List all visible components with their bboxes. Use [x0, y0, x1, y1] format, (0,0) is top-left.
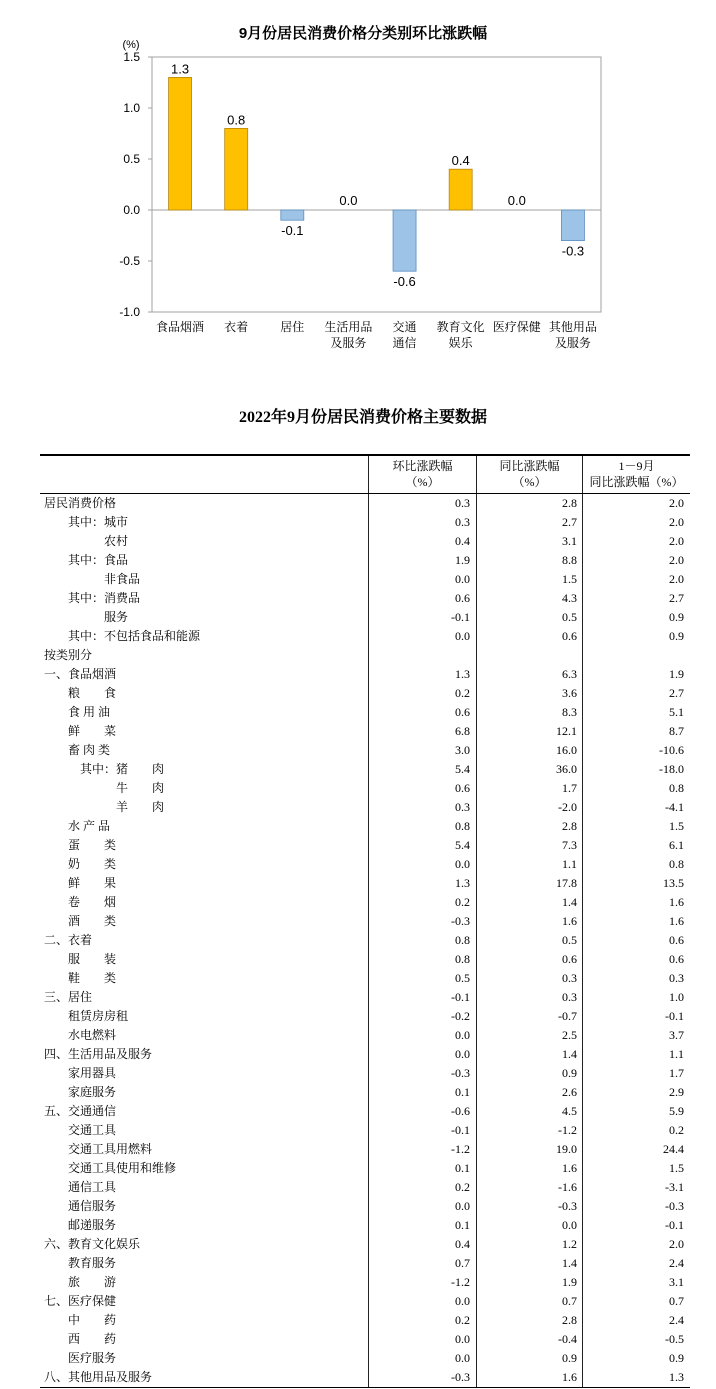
chart-bar-1	[225, 128, 248, 210]
table-row	[40, 741, 690, 760]
yoy-value: 1.6	[476, 1368, 582, 1387]
mom-value: 0.3	[368, 798, 476, 817]
mom-value: 0.5	[368, 969, 476, 988]
mom-value: -0.3	[368, 1064, 476, 1083]
mom-value: 0.4	[368, 1235, 476, 1254]
ytd-value: 2.7	[582, 589, 690, 608]
yoy-value: -1.2	[476, 1121, 582, 1140]
ytd-value: 1.5	[582, 817, 690, 836]
y-tick-label: 1.0	[123, 101, 140, 115]
mom-value: 0.1	[368, 1083, 476, 1102]
yoy-value: 0.9	[476, 1064, 582, 1083]
table-row	[40, 646, 690, 665]
header-mom-line2: （%）	[405, 475, 440, 489]
ytd-value: 0.2	[582, 1121, 690, 1140]
ytd-value: 1.5	[582, 1159, 690, 1178]
mom-value: 0.0	[368, 1045, 476, 1064]
mom-value: 1.3	[368, 874, 476, 893]
table-row	[40, 1083, 690, 1102]
mom-value: 6.8	[368, 722, 476, 741]
table-row	[40, 836, 690, 855]
yoy-value: 2.5	[476, 1026, 582, 1045]
y-tick-label: 0.0	[123, 203, 140, 217]
category-label-2: 居住	[280, 320, 305, 334]
mom-value: 0.0	[368, 855, 476, 874]
row-label: 五、交通通信	[44, 1104, 117, 1118]
ytd-value: 24.4	[582, 1140, 690, 1159]
row-label: 鲜 菜	[68, 724, 117, 738]
table-row	[40, 1159, 690, 1178]
header-yoy-column	[476, 456, 582, 493]
row-label: 水 产 品	[68, 819, 111, 833]
ytd-value: 6.1	[582, 836, 690, 855]
table-row	[40, 1064, 690, 1083]
mom-value: -0.3	[368, 1368, 476, 1387]
ytd-value: 1.6	[582, 893, 690, 912]
yoy-value: 2.8	[476, 494, 582, 513]
mom-value: 0.8	[368, 817, 476, 836]
table-row	[40, 817, 690, 836]
chart-bar-5	[449, 169, 472, 210]
mom-value: -0.6	[368, 1102, 476, 1121]
ytd-value: -0.3	[582, 1197, 690, 1216]
header-mom-column	[368, 456, 476, 493]
ytd-value: 0.7	[582, 1292, 690, 1311]
header-mom-line1: 环比涨跌幅	[392, 459, 453, 473]
data-label-7: -0.3	[561, 243, 585, 259]
ytd-value: 1.6	[582, 912, 690, 931]
yoy-value: -0.4	[476, 1330, 582, 1349]
ytd-value: 0.8	[582, 779, 690, 798]
ytd-value: -3.1	[582, 1178, 690, 1197]
mom-value	[368, 646, 476, 665]
yoy-value: 17.8	[476, 874, 582, 893]
row-label: 羊 肉	[116, 800, 165, 814]
mom-value: 0.8	[368, 950, 476, 969]
yoy-value: 1.2	[476, 1235, 582, 1254]
data-label-1: 0.8	[227, 112, 246, 128]
category-label-1: 衣着	[224, 320, 249, 334]
ytd-value: 1.3	[582, 1368, 690, 1387]
ytd-value: 1.0	[582, 988, 690, 1007]
yoy-value: 1.1	[476, 855, 582, 874]
header-yoy-line2: （%）	[512, 475, 547, 489]
ytd-value: 2.4	[582, 1254, 690, 1273]
row-label: 医疗服务	[68, 1351, 117, 1365]
ytd-value: 5.9	[582, 1102, 690, 1121]
x-axis-labels	[156, 319, 597, 350]
mom-value: 0.0	[368, 1292, 476, 1311]
yoy-value: 36.0	[476, 760, 582, 779]
header-ytd-column	[582, 456, 690, 493]
row-label: 三、居住	[44, 990, 93, 1004]
ytd-value: 0.3	[582, 969, 690, 988]
row-label: 通信服务	[68, 1199, 117, 1213]
category-label-5: 教育文化娱乐	[436, 320, 485, 350]
yoy-value	[476, 646, 582, 665]
mom-value: 0.4	[368, 532, 476, 551]
table-row	[40, 760, 690, 779]
ytd-value: 2.0	[582, 532, 690, 551]
mom-value: -0.1	[368, 1121, 476, 1140]
category-label-4: 交通通信	[392, 320, 417, 350]
table-row	[40, 684, 690, 703]
ytd-value: -4.1	[582, 798, 690, 817]
row-label: 蛋 类	[68, 838, 117, 852]
row-label: 其中：猪 肉	[80, 762, 165, 776]
table-row	[40, 950, 690, 969]
y-tick-label: -0.5	[119, 254, 140, 268]
row-label: 家用器具	[68, 1066, 117, 1080]
table-row	[40, 893, 690, 912]
mom-value: 0.0	[368, 570, 476, 589]
yoy-value: 0.6	[476, 950, 582, 969]
row-label: 服务	[104, 610, 129, 624]
table-row	[40, 1121, 690, 1140]
category-label-6: 医疗保健	[492, 320, 541, 334]
table-row	[40, 1102, 690, 1121]
row-label: 非食品	[104, 572, 141, 586]
mom-value: -0.1	[368, 608, 476, 627]
ytd-value: 0.9	[582, 1349, 690, 1368]
table-row	[40, 665, 690, 684]
yoy-value: 1.4	[476, 893, 582, 912]
ytd-value: -10.6	[582, 741, 690, 760]
row-label: 其中：食品	[68, 553, 129, 567]
yoy-value: -0.3	[476, 1197, 582, 1216]
mom-value: -0.2	[368, 1007, 476, 1026]
table-row	[40, 513, 690, 532]
table-row	[40, 1216, 690, 1235]
mom-value: 5.4	[368, 836, 476, 855]
yoy-value: 19.0	[476, 1140, 582, 1159]
yoy-value: 1.6	[476, 912, 582, 931]
ytd-value: 2.4	[582, 1311, 690, 1330]
table-row	[40, 798, 690, 817]
yoy-value: 4.3	[476, 589, 582, 608]
mom-value: 1.9	[368, 551, 476, 570]
mom-value: 3.0	[368, 741, 476, 760]
category-label-3: 生活用品及服务	[324, 320, 373, 350]
table-row	[40, 1349, 690, 1368]
header-ytd-line1: 1－9月	[618, 459, 655, 473]
ytd-value: 0.8	[582, 855, 690, 874]
ytd-value: 2.9	[582, 1083, 690, 1102]
yoy-value: 0.6	[476, 627, 582, 646]
mom-value: 0.0	[368, 627, 476, 646]
row-label: 水电燃料	[68, 1028, 117, 1042]
yoy-value: 0.3	[476, 969, 582, 988]
table-title: 2022年9月份居民消费价格主要数据	[238, 409, 487, 426]
yoy-value: 2.6	[476, 1083, 582, 1102]
row-label: 六、教育文化娱乐	[44, 1237, 141, 1251]
mom-value: -0.1	[368, 988, 476, 1007]
table-row	[40, 874, 690, 893]
table-row	[40, 969, 690, 988]
mom-value: 0.1	[368, 1216, 476, 1235]
table-row	[40, 551, 690, 570]
ytd-value: 1.1	[582, 1045, 690, 1064]
row-label: 其中：城市	[68, 515, 129, 529]
header-ytd-line2: 同比涨跌幅（%）	[589, 475, 684, 489]
ytd-value: 3.1	[582, 1273, 690, 1292]
data-label-0: 1.3	[171, 61, 190, 77]
header-yoy-line1: 同比涨跌幅	[499, 459, 560, 473]
y-tick-label: 1.5	[123, 50, 140, 64]
row-label: 交通工具使用和维修	[68, 1161, 177, 1175]
mom-value: 0.2	[368, 893, 476, 912]
chart-bar-4	[393, 210, 416, 271]
ytd-value: -18.0	[582, 760, 690, 779]
row-label: 农村	[104, 534, 129, 548]
mom-value: 0.0	[368, 1349, 476, 1368]
ytd-value: 2.0	[582, 551, 690, 570]
row-label: 卷 烟	[68, 895, 117, 909]
yoy-value: 3.1	[476, 532, 582, 551]
data-label-4: -0.6	[393, 274, 416, 290]
table-row	[40, 1197, 690, 1216]
ytd-value: -0.1	[582, 1007, 690, 1026]
row-label: 中 药	[68, 1313, 117, 1327]
plot-area	[152, 57, 601, 312]
ytd-value: 0.9	[582, 627, 690, 646]
yoy-value: 2.7	[476, 513, 582, 532]
mom-value: 0.0	[368, 1330, 476, 1349]
ytd-value: 1.9	[582, 665, 690, 684]
table-row	[40, 570, 690, 589]
chart-title: 9月份居民消费价格分类别环比涨跌幅	[238, 25, 488, 42]
ytd-value: 2.0	[582, 1235, 690, 1254]
yoy-value: 1.6	[476, 1159, 582, 1178]
mom-value: -1.2	[368, 1273, 476, 1292]
yoy-value: 0.0	[476, 1216, 582, 1235]
row-label: 一、食品烟酒	[44, 667, 117, 681]
table-row	[40, 608, 690, 627]
yoy-value: 4.5	[476, 1102, 582, 1121]
ytd-value: 2.0	[582, 494, 690, 513]
data-label-5: 0.4	[451, 153, 470, 169]
ytd-value: 8.7	[582, 722, 690, 741]
y-axis-unit-label: (%)	[122, 39, 140, 51]
ytd-value: 2.0	[582, 513, 690, 532]
table-row	[40, 1368, 690, 1387]
ytd-value: 0.6	[582, 931, 690, 950]
ytd-value: 2.7	[582, 684, 690, 703]
table-row	[40, 1007, 690, 1026]
mom-value: 1.3	[368, 665, 476, 684]
yoy-value: 0.5	[476, 608, 582, 627]
row-label: 旅 游	[68, 1275, 117, 1289]
mom-value: -0.3	[368, 912, 476, 931]
ytd-value: 0.9	[582, 608, 690, 627]
yoy-value: 12.1	[476, 722, 582, 741]
yoy-value: 0.7	[476, 1292, 582, 1311]
yoy-value: 1.7	[476, 779, 582, 798]
ytd-value: 2.0	[582, 570, 690, 589]
ytd-value: 3.7	[582, 1026, 690, 1045]
mom-value: 0.6	[368, 703, 476, 722]
mom-value: 0.0	[368, 1197, 476, 1216]
row-label: 租赁房房租	[68, 1009, 129, 1023]
row-label: 食 用 油	[68, 705, 111, 719]
row-label: 居民消费价格	[44, 496, 117, 510]
data-label-6: 0.0	[507, 193, 526, 208]
mom-value: 0.2	[368, 1178, 476, 1197]
yoy-value: 3.6	[476, 684, 582, 703]
row-label: 教育服务	[68, 1256, 117, 1270]
mom-value: 0.8	[368, 931, 476, 950]
table-row	[40, 855, 690, 874]
yoy-value: 2.8	[476, 1311, 582, 1330]
mom-value: 5.4	[368, 760, 476, 779]
yoy-value: 0.9	[476, 1349, 582, 1368]
yoy-value: 16.0	[476, 741, 582, 760]
yoy-value: 8.8	[476, 551, 582, 570]
table-row	[40, 589, 690, 608]
data-label-2: -0.1	[281, 223, 304, 239]
mom-value: -1.2	[368, 1140, 476, 1159]
row-label: 鲜 果	[68, 876, 117, 890]
yoy-value: -0.7	[476, 1007, 582, 1026]
mom-value: 0.0	[368, 1026, 476, 1045]
table-row	[40, 1254, 690, 1273]
y-tick-label: 0.5	[123, 152, 140, 166]
ytd-value: -0.5	[582, 1330, 690, 1349]
row-label: 其中：不包括食品和能源	[68, 629, 201, 643]
ytd-value: 5.1	[582, 703, 690, 722]
table-row	[40, 1292, 690, 1311]
table-row	[40, 532, 690, 551]
row-label: 鞋 类	[68, 971, 117, 985]
row-label: 酒 类	[68, 914, 117, 928]
header-label-column	[40, 456, 368, 493]
table-row	[40, 1026, 690, 1045]
yoy-value: 1.5	[476, 570, 582, 589]
ytd-value: 0.6	[582, 950, 690, 969]
chart-bar-2	[281, 210, 304, 220]
category-label-7: 其他用品及服务	[548, 320, 597, 350]
table-row	[40, 912, 690, 931]
mom-value: 0.3	[368, 494, 476, 513]
yoy-value: 0.3	[476, 988, 582, 1007]
ytd-value: -0.1	[582, 1216, 690, 1235]
row-label: 交通工具用燃料	[68, 1142, 153, 1156]
table-body	[40, 494, 690, 1387]
mom-value: 0.2	[368, 1311, 476, 1330]
yoy-value: 1.4	[476, 1045, 582, 1064]
table-row	[40, 1045, 690, 1064]
mom-value: 0.6	[368, 589, 476, 608]
row-label: 通信工具	[68, 1180, 117, 1194]
bar-chart	[0, 0, 716, 360]
bars	[169, 77, 585, 271]
yoy-value: 2.8	[476, 817, 582, 836]
row-label: 四、生活用品及服务	[44, 1047, 153, 1061]
ytd-value: 13.5	[582, 874, 690, 893]
mom-value: 0.6	[368, 779, 476, 798]
row-label: 牛 肉	[116, 781, 165, 795]
table-row	[40, 1178, 690, 1197]
table-row	[40, 931, 690, 950]
row-label: 奶 类	[68, 857, 117, 871]
row-label: 其中：消费品	[68, 591, 141, 605]
data-label-3: 0.0	[339, 193, 358, 208]
yoy-value: -1.6	[476, 1178, 582, 1197]
yoy-value: -2.0	[476, 798, 582, 817]
table-row	[40, 1330, 690, 1349]
row-label: 交通工具	[68, 1123, 117, 1137]
table-row	[40, 1235, 690, 1254]
mom-value: 0.3	[368, 513, 476, 532]
y-tick-label: -1.0	[119, 305, 140, 319]
table-row	[40, 1273, 690, 1292]
mom-value: 0.2	[368, 684, 476, 703]
row-label: 家庭服务	[68, 1085, 117, 1099]
row-label: 畜 肉 类	[68, 743, 111, 757]
row-label: 西 药	[68, 1332, 117, 1346]
table-row	[40, 703, 690, 722]
row-label: 服 装	[68, 952, 117, 966]
table-row	[40, 988, 690, 1007]
row-label: 粮 食	[68, 686, 117, 700]
row-label: 按类别分	[44, 648, 93, 662]
yoy-value: 8.3	[476, 703, 582, 722]
yoy-value: 1.4	[476, 1254, 582, 1273]
cpi-data-table	[40, 454, 690, 1388]
table-row	[40, 779, 690, 798]
category-label-0: 食品烟酒	[156, 320, 205, 334]
table-row	[40, 627, 690, 646]
chart-bar-7	[561, 210, 584, 241]
yoy-value: 0.5	[476, 931, 582, 950]
row-label: 八、其他用品及服务	[44, 1370, 153, 1384]
ytd-value: 1.7	[582, 1064, 690, 1083]
mom-value: 0.7	[368, 1254, 476, 1273]
yoy-value: 1.9	[476, 1273, 582, 1292]
chart-bar-0	[169, 77, 192, 210]
row-label: 七、医疗保健	[44, 1294, 117, 1308]
mom-value: 0.1	[368, 1159, 476, 1178]
table-row	[40, 494, 690, 513]
yoy-value: 6.3	[476, 665, 582, 684]
table-row	[40, 722, 690, 741]
row-label: 邮递服务	[68, 1218, 117, 1232]
table-row	[40, 1311, 690, 1330]
table-row	[40, 1140, 690, 1159]
ytd-value	[582, 646, 690, 665]
table-header	[40, 456, 690, 494]
row-label: 二、衣着	[44, 933, 93, 947]
yoy-value: 7.3	[476, 836, 582, 855]
